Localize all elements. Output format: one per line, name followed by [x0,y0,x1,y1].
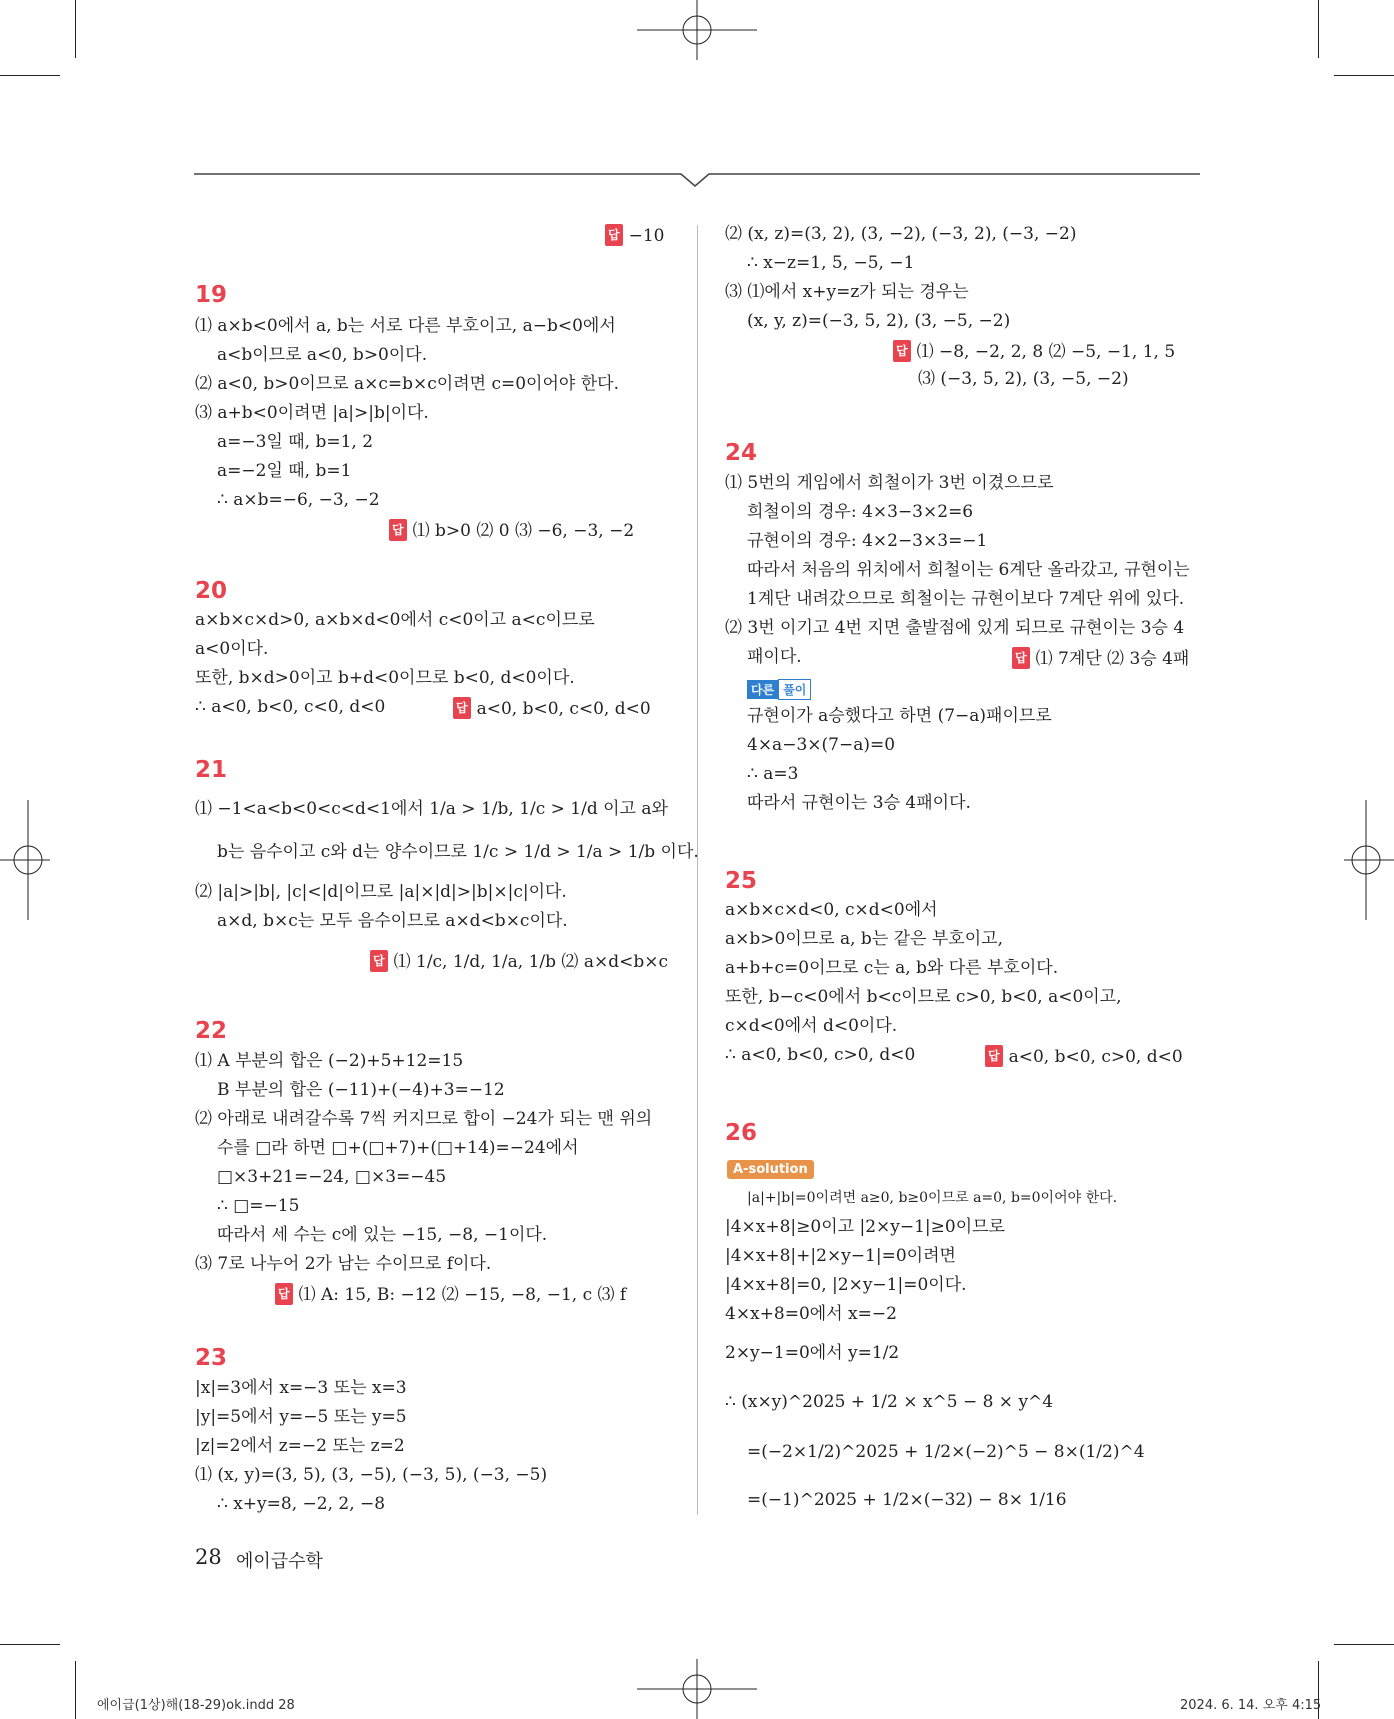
crop-mark [75,1661,76,1719]
text-line: ∴ a<0, b<0, c<0, d<0 [195,697,386,717]
problem-number: 21 [195,757,228,783]
top-answer: 답 −10 [605,224,664,246]
crop-mark [1334,1644,1394,1645]
text-line: a×b×c×d<0, c×d<0에서 [725,900,938,920]
file-slug: 에이급(1상)해(18-29)ok.indd 28 [97,1698,295,1713]
text-line: a×b>0이므로 a, b는 같은 부호이고, [725,929,1003,949]
text-line: 규현이가 a승했다고 하면 (7−a)패이므로 [747,706,1052,726]
text-line: 1계단 내려갔으므로 희철이는 규현이보다 7계단 위에 있다. [747,589,1185,609]
text-line: a=−3일 때, b=1, 2 [217,432,374,452]
registration-mark-left [0,800,50,920]
crop-mark [75,0,76,58]
text-line: |y|=5에서 y=−5 또는 y=5 [195,1407,407,1427]
text-line: ⑴ a×b<0에서 a, b는 서로 다른 부호이고, a−b<0에서 [195,316,616,336]
text-line: 4×x+8=0에서 x=−2 [725,1304,897,1324]
answer-line: ⑶ (−3, 5, 2), (3, −5, −2) [918,369,1129,389]
text-line: ⑶ 7로 나누어 2가 남는 수이므로 f이다. [195,1254,492,1274]
text-line: ⑶ ⑴에서 x+y=z가 되는 경우는 [725,282,969,302]
text-line: □×3+21=−24, □×3=−45 [217,1167,447,1187]
answer-line: 답 ⑴ 7계단 ⑵ 3승 4패 [1012,647,1189,669]
registration-mark-top [637,0,757,60]
text-line: a×b×c×d>0, a×b×d<0에서 c<0이고 a<c이므로 [195,610,595,630]
problem-number: 19 [195,282,228,308]
text-line: =(−1)^2025 + 1/2×(−32) − 8× 1/16 [747,1490,1067,1510]
answer-line: 답 ⑴ b>0 ⑵ 0 ⑶ −6, −3, −2 [389,519,634,541]
text-line: |x|=3에서 x=−3 또는 x=3 [195,1378,407,1398]
solution-note: |a|+|b|=0이려면 a≥0, b≥0이므로 a=0, b=0이어야 한다. [747,1190,1118,1206]
alt-solution-tag: 다른 풀이 [747,679,811,700]
text-line: 따라서 규현이는 3승 4패이다. [747,793,971,813]
text-line: ⑵ a<0, b>0이므로 a×c=b×c이려면 c=0이어야 한다. [195,374,619,394]
text-line: |z|=2에서 z=−2 또는 z=2 [195,1436,405,1456]
text-line: ⑵ 아래로 내려갈수록 7씩 커지므로 합이 −24가 되는 맨 위의 [195,1109,653,1129]
a-solution-tag: A-solution [727,1160,814,1179]
text-line: 2×y−1=0에서 y=1/2 [725,1343,900,1363]
text-line: |4×x+8|≥0이고 |2×y−1|≥0이므로 [725,1217,1005,1237]
text-line: 또한, b−c<0에서 b<c이므로 c>0, b<0, a<0이고, [725,987,1122,1007]
text-line: a=−2일 때, b=1 [217,461,352,481]
text-line: |4×x+8|+|2×y−1|=0이려면 [725,1246,956,1266]
text-line: ∴ x+y=8, −2, 2, −8 [217,1494,386,1514]
answer-line: 답 ⑴ A: 15, B: −12 ⑵ −15, −8, −1, c ⑶ f [275,1283,626,1305]
text-line: a<0이다. [195,639,269,659]
text-line: a×d, b×c는 모두 음수이므로 a×d<b×c이다. [217,911,568,931]
answer-line: 답 ⑴ 1/c, 1/d, 1/a, 1/b ⑵ a×d<b×c [370,950,668,972]
text-line: ∴ □=−15 [217,1196,300,1216]
problem-number: 24 [725,440,758,466]
registration-mark-right [1344,800,1394,920]
text-line: =(−2×1/2)^2025 + 1/2×(−2)^5 − 8×(1/2)^4 [747,1442,1145,1462]
text-line: |4×x+8|=0, |2×y−1|=0이다. [725,1275,967,1295]
text-line: 또한, b×d>0이고 b+d<0이므로 b<0, d<0이다. [195,668,575,688]
text-line: ∴ (x×y)^2025 + 1/2 × x^5 − 8 × y^4 [725,1392,1054,1412]
answer-line: 답 ⑴ −8, −2, 2, 8 ⑵ −5, −1, 1, 5 [893,340,1175,362]
text-line: ⑴ (x, y)=(3, 5), (3, −5), (−3, 5), (−3, −5) [195,1465,548,1485]
text-line: (x, y, z)=(−3, 5, 2), (3, −5, −2) [747,311,1011,331]
crop-mark [0,75,60,76]
text-line: ⑵ |a|>|b|, |c|<|d|이므로 |a|×|d|>|b|×|c|이다. [195,882,567,902]
text-line: 희철이의 경우: 4×3−3×2=6 [747,502,974,522]
problem-number: 26 [725,1120,758,1146]
text-line: 따라서 처음의 위치에서 희철이는 6계단 올라갔고, 규현이는 [747,560,1190,580]
problem-number: 20 [195,578,228,604]
text-line: ∴ a<0, b<0, c>0, d<0 [725,1045,916,1065]
text-line: 4×a−3×(7−a)=0 [747,735,896,755]
text-line: 수를 □라 하면 □+(□+7)+(□+14)=−24에서 [217,1138,579,1158]
header-rule [194,168,1200,190]
timestamp: 2024. 6. 14. 오후 4:15 [1180,1698,1322,1713]
crop-mark [0,1644,60,1645]
crop-mark [1334,75,1394,76]
problem-number: 25 [725,868,758,894]
text-line: 규현이의 경우: 4×2−3×3=−1 [747,531,988,551]
text-line: b는 음수이고 c와 d는 양수이므로 1/c > 1/d > 1/a > 1/b 이다. [217,842,699,862]
text-line: ⑴ A 부분의 합은 (−2)+5+12=15 [195,1051,464,1071]
text-line: 패이다. [747,647,802,667]
text-line: ∴ x−z=1, 5, −5, −1 [747,253,915,273]
text-line: ∴ a=3 [747,764,799,784]
text-line: ⑵ (x, z)=(3, 2), (3, −2), (−3, 2), (−3, −2) [725,224,1077,244]
text-line: a+b+c=0이므로 c는 a, b와 다른 부호이다. [725,958,1059,978]
text-line: 따라서 세 수는 c에 있는 −15, −8, −1이다. [217,1225,548,1245]
text-line: ⑶ a+b<0이려면 |a|>|b|이다. [195,403,429,423]
book-title: 에이급수학 [236,1551,323,1572]
text-line: a<b이므로 a<0, b>0이다. [217,345,428,365]
text-line: ∴ a×b=−6, −3, −2 [217,490,380,510]
answer-line: 답 a<0, b<0, c>0, d<0 [985,1045,1183,1067]
column-divider [697,225,698,1515]
problem-number: 23 [195,1345,228,1371]
crop-mark [1318,0,1319,58]
problem-number: 22 [195,1018,228,1044]
page-number: 28 [195,1545,222,1569]
text-line: B 부분의 합은 (−11)+(−4)+3=−12 [217,1080,505,1100]
answer-line: 답 a<0, b<0, c<0, d<0 [453,697,651,719]
text-line: ⑴ 5번의 게임에서 희철이가 3번 이겼으므로 [725,473,1054,493]
text-line: ⑵ 3번 이기고 4번 지면 출발점에 있게 되므로 규현이는 3승 4 [725,618,1185,638]
registration-mark-bottom [637,1659,757,1719]
text-line: c×d<0에서 d<0이다. [725,1016,898,1036]
text-line: ⑴ −1<a<b<0<c<d<1에서 1/a > 1/b, 1/c > 1/d 이고 a와 [195,799,668,819]
